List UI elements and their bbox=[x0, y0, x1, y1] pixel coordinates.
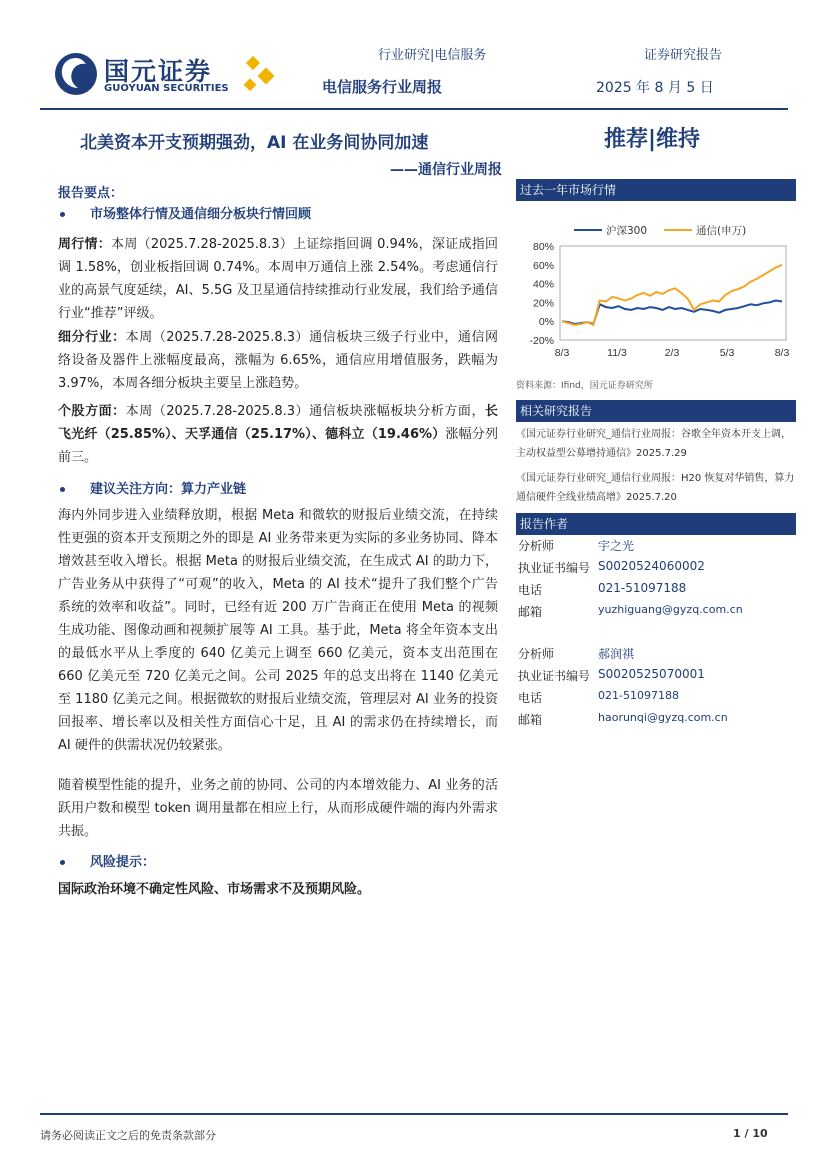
header-report-type: 证券研究报告 bbox=[644, 48, 723, 63]
x-tick-label: 8/3 bbox=[774, 347, 790, 359]
weekly-market-label: 周行情： bbox=[58, 237, 112, 252]
analyst-name-row bbox=[518, 645, 794, 667]
y-tick-label: 40% bbox=[532, 278, 554, 291]
email-address[interactable]: yuzhiguang@gyzq.com.cn bbox=[598, 603, 743, 616]
phone-number: 021-51097188 bbox=[598, 689, 679, 702]
weekly-market-paragraph bbox=[58, 233, 498, 325]
analyst-email-row bbox=[518, 603, 794, 625]
report-subtitle: ——通信行业周报 bbox=[390, 162, 502, 178]
bullet-dot bbox=[60, 860, 65, 865]
y-tick-label: -20% bbox=[529, 335, 554, 347]
summary-heading: 报告要点： bbox=[58, 186, 124, 201]
footer-divider bbox=[40, 1113, 788, 1115]
bullet-dot bbox=[60, 212, 65, 217]
email-address[interactable]: haorunqi@gyzq.com.cn bbox=[598, 711, 728, 724]
analyst-name: 郝润祺 bbox=[598, 647, 635, 661]
phone-label: 电话 bbox=[518, 583, 543, 597]
cert-label: 执业证书编号 bbox=[518, 561, 591, 575]
market-trend-chart bbox=[516, 216, 796, 366]
legend-label: 沪深300 bbox=[606, 225, 648, 237]
header-date: 2025 年 8 月 5 日 bbox=[596, 80, 714, 96]
analyst-name: 宇之光 bbox=[598, 539, 635, 553]
analyst-phone-row bbox=[518, 689, 794, 711]
related-report-item[interactable]: 《国元证券行业研究_通信行业周报：H20 恢复对华销售，算力通信硬件全线业绩高增》2025.7.20 bbox=[516, 473, 795, 503]
chart-source: 资料来源：Ifind，国元证券研究所 bbox=[516, 381, 653, 391]
section-focus-title: 建议关注方向：算力产业链 bbox=[90, 482, 247, 497]
x-tick-label: 5/3 bbox=[719, 347, 735, 359]
report-title: 北美资本开支预期强劲，AI 在业务间协同加速 bbox=[80, 133, 429, 153]
section-risk-title: 风险提示： bbox=[90, 855, 156, 870]
analyst-email-row bbox=[518, 711, 794, 733]
cert-number: S0020524060002 bbox=[598, 559, 705, 573]
stock-text-1: 本周（2025.7.28-2025.8.3）通信板块涨幅板块分析方面， bbox=[125, 404, 485, 419]
authors-title: 报告作者 bbox=[516, 513, 796, 535]
weekly-market-text: 本周（2025.7.28-2025.8.3）上证综指回调 0.94%，深证成指回调 1.58%，创业板指回调 0.74%。本周申万通信上涨 2.54%。考虑通信行业的高景气度延续，AI、5.5G 及卫星通信持续推动行业发展，我们给予通信行业“推荐”评级。 bbox=[58, 237, 498, 321]
sub-industry-text: 本周（2025.7.28-2025.8.3）通信板块三级子行业中，通信网络设备及器件上涨幅度最高，涨幅为 6.65%，通信应用增值服务，跌幅为 3.97%，本周各细分板块主要呈上涨趋势。 bbox=[58, 330, 498, 391]
x-tick-label: 2/3 bbox=[664, 347, 680, 359]
y-tick-label: 0% bbox=[538, 316, 554, 329]
cert-number: S0020525070001 bbox=[598, 667, 705, 681]
company-logo bbox=[52, 50, 282, 100]
stock-top-gainers: 长飞光纤（25.85%）、天孚通信（25.17%）、德科立（19.46%） bbox=[58, 404, 498, 442]
focus-paragraph-1: 海内外同步进入业绩释放期，根据 Meta 和微软的财报后业绩交流，在持续性更强的资本开支预期之外的即是 AI 业务带来更为实际的多业务协同、降本增效甚至收入增长。根据 Meta 的财报后业绩交流，在生成式 AI 的助力下，广告业务从中获得了“可观”的收入，Meta 的 AI 技术“提升了我们整个广告系统的效率和收益”。同时，已经有近 200 万广告商正在使用 Meta 的视频生成功能、图像动画和视频扩展等 AI 工具。基于此，Meta 将全年资本支出的最低水平从上季度的 640 亿美元上调至 660 亿美元，资本支出范围在 660 亿美元至 720 亿美元之间。公司 2025 年的总支出将在 1140 亿美元至 1180 亿美元之间。根据微软的财报后业绩交流，管理层对 AI 业务的投资回报率、增长率以及相关性方面信心十足，且 AI 的需求仍在持续增长，而 AI 硬件的供需状况仍较紧张。 bbox=[58, 508, 498, 753]
header-divider bbox=[40, 108, 788, 110]
company-name-en: GUOYUAN SECURITIES bbox=[104, 83, 229, 94]
page-number: 1 / 10 bbox=[733, 1127, 768, 1140]
y-tick-label: 60% bbox=[532, 259, 554, 272]
footer-disclaimer: 请务必阅读正文之后的免责条款部分 bbox=[40, 1129, 216, 1142]
sub-industry-label: 细分行业： bbox=[58, 330, 126, 345]
email-label: 邮箱 bbox=[518, 605, 543, 619]
analyst-cert-row bbox=[518, 559, 794, 581]
analyst-cert-row bbox=[518, 667, 794, 689]
email-label: 邮箱 bbox=[518, 713, 543, 727]
y-tick-label: 20% bbox=[532, 297, 554, 310]
analyst-name-row bbox=[518, 537, 794, 559]
related-reports-title: 相关研究报告 bbox=[516, 400, 796, 422]
phone-label: 电话 bbox=[518, 691, 543, 705]
related-report-item[interactable]: 《国元证券行业研究_通信行业周报：谷歌全年资本开支上调，主动权益型公募增持通信》2025.7.29 bbox=[516, 429, 791, 459]
header-weekly-title: 电信服务行业周报 bbox=[322, 78, 443, 96]
stock-paragraph bbox=[58, 400, 498, 469]
analyst-label: 分析师 bbox=[518, 539, 555, 553]
series-line-telecom bbox=[562, 265, 782, 325]
risk-text: 国际政治环境不确定性风险、市场需求不及预期风险。 bbox=[58, 882, 371, 897]
focus-paragraph-2: 随着模型性能的提升，业务之前的协同、公司的内本增效能力、AI 业务的活跃用户数和模型 token 调用量都在相应上行，从而形成硬件端的海内外需求共振。 bbox=[58, 778, 498, 839]
company-name-cn: 国元证券 bbox=[104, 57, 213, 86]
analyst-label: 分析师 bbox=[518, 647, 555, 661]
phone-number: 021-51097188 bbox=[598, 581, 687, 595]
x-tick-label: 8/3 bbox=[554, 347, 570, 359]
section-market-review-title: 市场整体行情及通信细分板块行情回顾 bbox=[90, 207, 312, 222]
cert-label: 执业证书编号 bbox=[518, 669, 591, 683]
y-tick-label: 80% bbox=[532, 241, 554, 253]
stock-text-2: 涨幅分列前三。 bbox=[58, 427, 498, 465]
market-trend-title: 过去一年市场行情 bbox=[516, 179, 796, 201]
stock-label: 个股方面： bbox=[58, 404, 126, 419]
bullet-dot bbox=[60, 487, 65, 492]
header-category: 行业研究|电信服务 bbox=[378, 48, 487, 63]
legend-label: 通信(申万) bbox=[696, 225, 747, 237]
sub-industry-paragraph bbox=[58, 326, 498, 395]
x-tick-label: 11/3 bbox=[607, 347, 627, 359]
rating-badge: 推荐|维持 bbox=[604, 127, 701, 152]
analyst-phone-row bbox=[518, 581, 794, 603]
